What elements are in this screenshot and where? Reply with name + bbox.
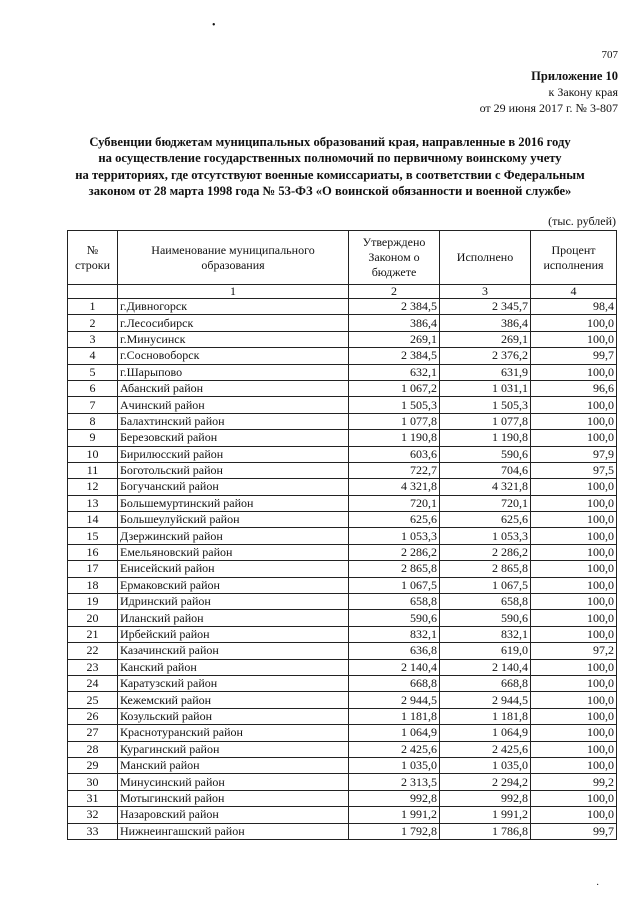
approved-amount: 992,8 xyxy=(349,790,440,806)
approved-amount: 386,4 xyxy=(349,315,440,331)
approved-amount: 625,6 xyxy=(349,512,440,528)
municipality-name: г.Сосновоборск xyxy=(118,348,349,364)
table-row xyxy=(68,790,617,806)
table-row xyxy=(68,725,617,741)
execution-percent: 100,0 xyxy=(531,512,617,528)
executed-amount: 832,1 xyxy=(440,626,531,642)
municipality-name: Манский район xyxy=(118,757,349,773)
column-number: 4 xyxy=(531,285,617,299)
approved-amount: 1 035,0 xyxy=(349,757,440,773)
column-number-blank xyxy=(68,285,118,299)
execution-percent: 100,0 xyxy=(531,430,617,446)
row-number: 6 xyxy=(68,380,118,396)
row-number: 17 xyxy=(68,561,118,577)
row-number: 12 xyxy=(68,479,118,495)
row-number: 22 xyxy=(68,643,118,659)
executed-amount: 2 944,5 xyxy=(440,692,531,708)
executed-amount: 1 991,2 xyxy=(440,807,531,823)
header-executed: Исполнено xyxy=(440,231,531,285)
table-row xyxy=(68,512,617,528)
execution-percent: 100,0 xyxy=(531,528,617,544)
municipality-name: Курагинский район xyxy=(118,741,349,757)
table-row xyxy=(68,708,617,724)
table-row xyxy=(68,397,617,413)
execution-percent: 99,2 xyxy=(531,774,617,790)
approved-amount: 1 067,2 xyxy=(349,380,440,396)
municipality-name: Абанский район xyxy=(118,380,349,396)
table-row xyxy=(68,741,617,757)
header-row-number: № строки xyxy=(68,231,118,285)
executed-amount: 658,8 xyxy=(440,594,531,610)
approved-amount: 1 792,8 xyxy=(349,823,440,839)
approved-amount: 668,8 xyxy=(349,675,440,691)
execution-percent: 100,0 xyxy=(531,757,617,773)
executed-amount: 2 294,2 xyxy=(440,774,531,790)
column-number: 3 xyxy=(440,285,531,299)
approved-amount: 269,1 xyxy=(349,331,440,347)
column-number: 1 xyxy=(118,285,349,299)
execution-percent: 100,0 xyxy=(531,610,617,626)
execution-percent: 100,0 xyxy=(531,807,617,823)
approved-amount: 2 865,8 xyxy=(349,561,440,577)
approved-amount: 1 077,8 xyxy=(349,413,440,429)
municipality-name: Назаровский район xyxy=(118,807,349,823)
municipality-name: Мотыгинский район xyxy=(118,790,349,806)
approved-amount: 1 991,2 xyxy=(349,807,440,823)
executed-amount: 1 181,8 xyxy=(440,708,531,724)
table-row xyxy=(68,561,617,577)
row-number: 7 xyxy=(68,397,118,413)
approved-amount: 2 384,5 xyxy=(349,348,440,364)
row-number: 4 xyxy=(68,348,118,364)
table-row xyxy=(68,348,617,364)
executed-amount: 590,6 xyxy=(440,610,531,626)
scan-speck: • xyxy=(212,20,216,31)
municipality-name: Большемуртинский район xyxy=(118,495,349,511)
row-number: 1 xyxy=(68,299,118,315)
table-row xyxy=(68,495,617,511)
execution-percent: 100,0 xyxy=(531,741,617,757)
executed-amount: 1 035,0 xyxy=(440,757,531,773)
appendix-law: к Закону края xyxy=(548,85,618,99)
title-line: Субвенции бюджетам муниципальных образований края, направленные в 2016 году xyxy=(89,135,571,149)
header-percent: Процент исполнения xyxy=(531,231,617,285)
municipality-name: Балахтинский район xyxy=(118,413,349,429)
executed-amount: 4 321,8 xyxy=(440,479,531,495)
municipality-name: Козульский район xyxy=(118,708,349,724)
approved-amount: 2 425,6 xyxy=(349,741,440,757)
approved-amount: 722,7 xyxy=(349,462,440,478)
municipality-name: г.Шарыпово xyxy=(118,364,349,380)
municipality-name: Большеулуйский район xyxy=(118,512,349,528)
execution-percent: 100,0 xyxy=(531,315,617,331)
execution-percent: 100,0 xyxy=(531,659,617,675)
row-number: 18 xyxy=(68,577,118,593)
row-number: 16 xyxy=(68,544,118,560)
row-number: 2 xyxy=(68,315,118,331)
row-number: 28 xyxy=(68,741,118,757)
table-body xyxy=(68,299,617,840)
municipality-name: г.Минусинск xyxy=(118,331,349,347)
approved-amount: 603,6 xyxy=(349,446,440,462)
approved-amount: 632,1 xyxy=(349,364,440,380)
row-number: 25 xyxy=(68,692,118,708)
table-row xyxy=(68,675,617,691)
header-municipality: Наименование муниципального образования xyxy=(118,231,349,285)
units-label: (тыс. рублей) xyxy=(548,214,616,228)
execution-percent: 100,0 xyxy=(531,626,617,642)
row-number: 14 xyxy=(68,512,118,528)
executed-amount: 2 345,7 xyxy=(440,299,531,315)
execution-percent: 100,0 xyxy=(531,413,617,429)
table-row xyxy=(68,610,617,626)
municipality-name: Нижнеингашский район xyxy=(118,823,349,839)
appendix-title: Приложение 10 xyxy=(531,69,618,83)
executed-amount: 625,6 xyxy=(440,512,531,528)
row-number: 32 xyxy=(68,807,118,823)
title-line: законом от 28 марта 1998 года № 53-ФЗ «О воинской обязанности и военной службе» xyxy=(88,184,572,199)
executed-amount: 1 064,9 xyxy=(440,725,531,741)
row-number: 23 xyxy=(68,659,118,675)
execution-percent: 97,9 xyxy=(531,446,617,462)
executed-amount: 2 376,2 xyxy=(440,348,531,364)
municipality-name: Емельяновский район xyxy=(118,544,349,560)
table-row xyxy=(68,659,617,675)
table-row xyxy=(68,479,617,495)
table-row xyxy=(68,364,617,380)
municipality-name: Енисейский район xyxy=(118,561,349,577)
municipality-name: Бирилюсский район xyxy=(118,446,349,462)
municipality-name: Иланский район xyxy=(118,610,349,626)
row-number: 3 xyxy=(68,331,118,347)
approved-amount: 2 384,5 xyxy=(349,299,440,315)
header-approved: Утверждено Законом о бюджете xyxy=(349,231,440,285)
table-row xyxy=(68,380,617,396)
execution-percent: 99,7 xyxy=(531,823,617,839)
execution-percent: 100,0 xyxy=(531,544,617,560)
approved-amount: 2 313,5 xyxy=(349,774,440,790)
column-number-row xyxy=(68,285,617,299)
approved-amount: 1 190,8 xyxy=(349,430,440,446)
appendix-block xyxy=(480,68,618,116)
approved-amount: 2 944,5 xyxy=(349,692,440,708)
municipality-name: Богучанский район xyxy=(118,479,349,495)
execution-percent: 100,0 xyxy=(531,692,617,708)
municipality-name: Канский район xyxy=(118,659,349,675)
municipality-name: Боготольский район xyxy=(118,462,349,478)
approved-amount: 720,1 xyxy=(349,495,440,511)
table-row xyxy=(68,823,617,839)
table-row xyxy=(68,413,617,429)
execution-percent: 100,0 xyxy=(531,479,617,495)
row-number: 20 xyxy=(68,610,118,626)
table-row xyxy=(68,331,617,347)
document-title xyxy=(40,134,620,200)
approved-amount: 658,8 xyxy=(349,594,440,610)
executed-amount: 1 786,8 xyxy=(440,823,531,839)
executed-amount: 619,0 xyxy=(440,643,531,659)
table-row xyxy=(68,757,617,773)
row-number: 21 xyxy=(68,626,118,642)
execution-percent: 99,7 xyxy=(531,348,617,364)
execution-percent: 97,2 xyxy=(531,643,617,659)
table-row xyxy=(68,692,617,708)
table-row xyxy=(68,774,617,790)
executed-amount: 992,8 xyxy=(440,790,531,806)
approved-amount: 1 505,3 xyxy=(349,397,440,413)
approved-amount: 2 286,2 xyxy=(349,544,440,560)
executed-amount: 1 505,3 xyxy=(440,397,531,413)
executed-amount: 1 031,1 xyxy=(440,380,531,396)
executed-amount: 668,8 xyxy=(440,675,531,691)
executed-amount: 2 425,6 xyxy=(440,741,531,757)
executed-amount: 1 077,8 xyxy=(440,413,531,429)
approved-amount: 1 181,8 xyxy=(349,708,440,724)
executed-amount: 590,6 xyxy=(440,446,531,462)
municipality-name: Казачинский район xyxy=(118,643,349,659)
municipality-name: Березовский район xyxy=(118,430,349,446)
row-number: 27 xyxy=(68,725,118,741)
execution-percent: 100,0 xyxy=(531,331,617,347)
execution-percent: 100,0 xyxy=(531,675,617,691)
row-number: 26 xyxy=(68,708,118,724)
table-row xyxy=(68,807,617,823)
approved-amount: 1 064,9 xyxy=(349,725,440,741)
table-row xyxy=(68,626,617,642)
execution-percent: 100,0 xyxy=(531,708,617,724)
title-line: на территориях, где отсутствуют военные комиссариаты, в соответствии с Федеральным xyxy=(75,167,585,182)
municipality-name: Идринский район xyxy=(118,594,349,610)
approved-amount: 1 053,3 xyxy=(349,528,440,544)
execution-percent: 100,0 xyxy=(531,594,617,610)
row-number: 29 xyxy=(68,757,118,773)
table-row xyxy=(68,577,617,593)
execution-percent: 96,6 xyxy=(531,380,617,396)
subsidy-table xyxy=(67,230,617,840)
executed-amount: 1 053,3 xyxy=(440,528,531,544)
municipality-name: Ирбейский район xyxy=(118,626,349,642)
municipality-name: Дзержинский район xyxy=(118,528,349,544)
row-number: 13 xyxy=(68,495,118,511)
approved-amount: 1 067,5 xyxy=(349,577,440,593)
table-row xyxy=(68,643,617,659)
table-row xyxy=(68,446,617,462)
municipality-name: Минусинский район xyxy=(118,774,349,790)
row-number: 5 xyxy=(68,364,118,380)
executed-amount: 2 140,4 xyxy=(440,659,531,675)
municipality-name: г.Лесосибирск xyxy=(118,315,349,331)
scan-speck: · xyxy=(596,880,600,891)
execution-percent: 97,5 xyxy=(531,462,617,478)
approved-amount: 4 321,8 xyxy=(349,479,440,495)
execution-percent: 100,0 xyxy=(531,364,617,380)
column-number: 2 xyxy=(349,285,440,299)
execution-percent: 100,0 xyxy=(531,495,617,511)
table-row xyxy=(68,299,617,315)
table-row xyxy=(68,430,617,446)
row-number: 8 xyxy=(68,413,118,429)
approved-amount: 832,1 xyxy=(349,626,440,642)
executed-amount: 720,1 xyxy=(440,495,531,511)
table-row xyxy=(68,462,617,478)
approved-amount: 590,6 xyxy=(349,610,440,626)
table-row xyxy=(68,528,617,544)
municipality-name: Ермаковский район xyxy=(118,577,349,593)
municipality-name: Кежемский район xyxy=(118,692,349,708)
executed-amount: 2 286,2 xyxy=(440,544,531,560)
execution-percent: 100,0 xyxy=(531,725,617,741)
title-line: на осуществление государственных полномочий по первичному воинскому учету xyxy=(98,151,562,166)
row-number: 11 xyxy=(68,462,118,478)
table-row xyxy=(68,594,617,610)
executed-amount: 1 190,8 xyxy=(440,430,531,446)
approved-amount: 636,8 xyxy=(349,643,440,659)
municipality-name: г.Дивногорск xyxy=(118,299,349,315)
table-row xyxy=(68,315,617,331)
execution-percent: 100,0 xyxy=(531,561,617,577)
row-number: 24 xyxy=(68,675,118,691)
row-number: 10 xyxy=(68,446,118,462)
execution-percent: 100,0 xyxy=(531,397,617,413)
row-number: 33 xyxy=(68,823,118,839)
municipality-name: Каратузский район xyxy=(118,675,349,691)
execution-percent: 100,0 xyxy=(531,790,617,806)
executed-amount: 704,6 xyxy=(440,462,531,478)
execution-percent: 98,4 xyxy=(531,299,617,315)
executed-amount: 1 067,5 xyxy=(440,577,531,593)
row-number: 30 xyxy=(68,774,118,790)
executed-amount: 269,1 xyxy=(440,331,531,347)
municipality-name: Краснотуранский район xyxy=(118,725,349,741)
executed-amount: 2 865,8 xyxy=(440,561,531,577)
row-number: 9 xyxy=(68,430,118,446)
page-number: 707 xyxy=(601,49,618,61)
row-number: 15 xyxy=(68,528,118,544)
row-number: 19 xyxy=(68,594,118,610)
municipality-name: Ачинский район xyxy=(118,397,349,413)
execution-percent: 100,0 xyxy=(531,577,617,593)
approved-amount: 2 140,4 xyxy=(349,659,440,675)
row-number: 31 xyxy=(68,790,118,806)
appendix-date: от 29 июня 2017 г. № 3-807 xyxy=(479,101,618,115)
table-row xyxy=(68,544,617,560)
executed-amount: 386,4 xyxy=(440,315,531,331)
table-header-row xyxy=(68,231,617,285)
executed-amount: 631,9 xyxy=(440,364,531,380)
